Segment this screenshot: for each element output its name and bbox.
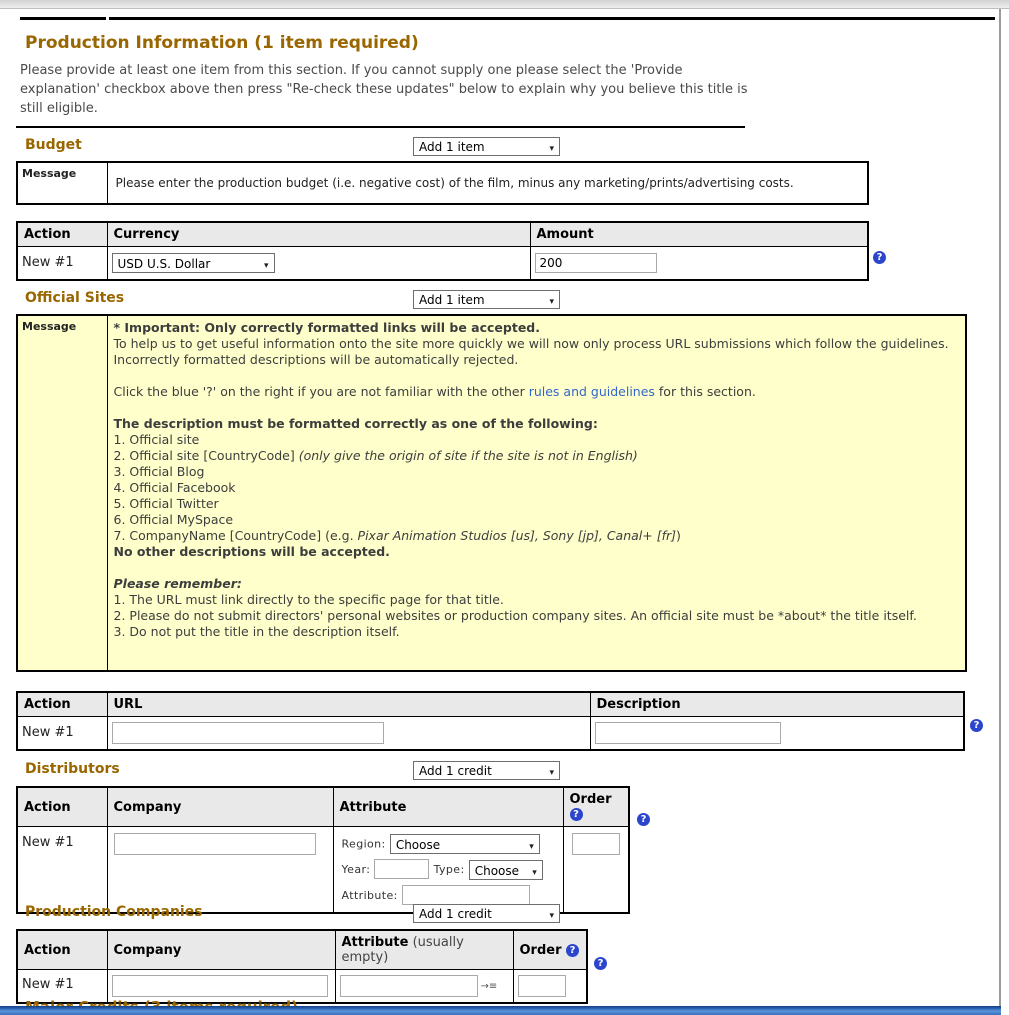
chevron-down-icon: ▾ xyxy=(532,867,537,878)
url-input[interactable] xyxy=(112,722,384,744)
pc-attribute-input[interactable] xyxy=(340,975,478,997)
currency-select[interactable] xyxy=(112,253,275,273)
note-click-line: Click the blue '?' on the right if you are not familiar with the other rules and guidelines for this section. xyxy=(113,384,756,399)
distributor-order-input[interactable] xyxy=(572,833,620,855)
format-item: 4. Official Facebook xyxy=(113,480,236,495)
year-input[interactable] xyxy=(374,859,429,879)
format-item: 7. CompanyName [CountryCode] (e.g. Pixar Animation Studios [us], Sony [jp], Canal+ [fr]) xyxy=(113,528,681,543)
page-title: Production Information (1 item required) xyxy=(25,33,419,53)
production-companies-table xyxy=(16,929,588,1004)
chevron-down-icon: ▾ xyxy=(549,144,554,154)
column-header-description: Description xyxy=(590,692,964,717)
format-item: 3. Official Blog xyxy=(113,464,205,479)
chevron-down-icon: ▾ xyxy=(549,768,554,778)
remember-item: 1. The URL must link directly to the specific page for that title. xyxy=(113,592,504,607)
format-item: 6. Official MySpace xyxy=(113,512,234,527)
column-header-currency: Currency xyxy=(107,222,530,247)
official-sites-note xyxy=(107,315,966,671)
help-icon-distributors[interactable]: ? xyxy=(637,813,650,826)
intro-text: Please provide at least one item from this section. If you cannot supply one please select the 'Provide explanation' checkbox above then press "Re-check these updates" below to explain why you believe this title is still eligible. xyxy=(20,63,748,116)
column-header-action: Action xyxy=(17,787,107,827)
rules-guidelines-link[interactable]: rules and guidelines xyxy=(528,384,655,399)
production-companies-add-credit-select[interactable] xyxy=(413,904,560,923)
row-action-label: New #1 xyxy=(17,970,107,1003)
format-item: 2. Official site [CountryCode] (only give the origin of site if the site is not in English) xyxy=(113,448,638,463)
distributor-attribute-input[interactable] xyxy=(402,885,530,905)
type-select[interactable]: Choose ▾ xyxy=(469,860,543,880)
attribute-list-picker-icon[interactable]: →≡ xyxy=(480,980,498,992)
note-important: * Important: Only correctly formatted links will be accepted. xyxy=(113,320,540,335)
distributor-company-input[interactable] xyxy=(114,833,316,855)
window-right-border xyxy=(999,9,1001,1006)
help-icon-order-header[interactable]: ? xyxy=(570,808,583,821)
region-select[interactable]: Choose ▾ xyxy=(390,834,540,854)
official-sites-url-table xyxy=(16,691,965,751)
help-icon-official-sites[interactable]: ? xyxy=(970,719,983,732)
column-header-amount: Amount xyxy=(530,222,868,247)
note-remember-heading: Please remember: xyxy=(113,576,242,591)
currency-value: USD U.S. Dollar xyxy=(117,256,211,271)
note-no-other: No other descriptions will be accepted. xyxy=(113,544,390,559)
chevron-down-icon: ▾ xyxy=(549,297,554,307)
chevron-down-icon: ▾ xyxy=(549,911,554,921)
remember-item: 2. Please do not submit directors' personal websites or production company sites. An official site must be *about* the title itself. xyxy=(113,608,917,623)
column-header-order: Order ? xyxy=(563,787,629,827)
type-label: Type: xyxy=(433,863,465,876)
distributors-section-heading: Distributors xyxy=(25,761,120,777)
message-label: Message xyxy=(17,162,107,204)
column-header-action: Action xyxy=(17,222,107,247)
column-header-action: Action xyxy=(17,692,107,717)
production-companies-section-heading: Production Companies xyxy=(25,904,203,920)
budget-message-table xyxy=(16,161,869,205)
row-action-label: New #1 xyxy=(17,827,107,913)
distributors-table xyxy=(16,786,630,914)
column-header-attribute: Attribute xyxy=(333,787,563,827)
attribute-label: Attribute: xyxy=(341,888,398,902)
description-input[interactable] xyxy=(595,722,781,744)
distributors-add-credit-value: Add 1 credit xyxy=(419,764,492,778)
note-format-heading: The description must be formatted correctly as one of the following: xyxy=(113,416,598,431)
pc-order-input[interactable] xyxy=(518,975,566,997)
format-item: 1. Official site xyxy=(113,432,200,447)
column-header-company: Company xyxy=(107,930,335,970)
distributors-add-credit-select[interactable] xyxy=(413,761,560,780)
official-sites-add-item-value: Add 1 item xyxy=(419,293,485,307)
year-label: Year: xyxy=(341,863,371,876)
remember-item: 3. Do not put the title in the description itself. xyxy=(113,624,400,639)
pc-company-input[interactable] xyxy=(112,975,328,997)
column-header-order: Order ? xyxy=(513,930,587,970)
previous-table-border xyxy=(109,17,995,20)
region-label: Region: xyxy=(341,837,386,851)
chevron-down-icon: ▾ xyxy=(529,842,534,852)
budget-table xyxy=(16,221,869,281)
column-header-attribute: Attribute (usually empty) xyxy=(335,930,513,970)
section-divider xyxy=(16,126,745,128)
official-sites-add-item-select[interactable] xyxy=(413,290,560,309)
chevron-down-icon: ▾ xyxy=(263,260,269,271)
help-icon-production-companies[interactable]: ? xyxy=(594,957,607,970)
bottom-scrollbar-bar xyxy=(0,1006,1001,1015)
row-action-label: New #1 xyxy=(17,717,107,750)
budget-add-item-value: Add 1 item xyxy=(419,140,485,154)
official-sites-section-heading: Official Sites xyxy=(25,290,125,306)
message-label: Message xyxy=(17,315,107,671)
budget-add-item-select[interactable] xyxy=(413,137,560,156)
help-icon-budget[interactable]: ? xyxy=(873,251,886,264)
column-header-action: Action xyxy=(17,930,107,970)
note-intro: To help us to get useful information onto the site more quickly we will now only process URL submissions which follow the guidelines. Incorrectly formatted descriptions will be automatically rejected. xyxy=(113,336,949,367)
budget-message-text: Please enter the production budget (i.e. negative cost) of the film, minus any marketing/prints/advertising costs. xyxy=(107,162,868,204)
column-header-url: URL xyxy=(107,692,590,717)
column-header-company: Company xyxy=(107,787,333,827)
previous-table-border xyxy=(20,17,106,20)
window-top-bar xyxy=(0,0,1009,9)
production-companies-add-credit-value: Add 1 credit xyxy=(419,907,492,921)
row-action-label: New #1 xyxy=(17,247,107,280)
attribute-note: (usually empty) xyxy=(341,935,464,965)
amount-input[interactable] xyxy=(535,253,657,273)
official-sites-message-table xyxy=(16,314,967,672)
help-icon-pc-order-header[interactable]: ? xyxy=(566,944,579,957)
budget-section-heading: Budget xyxy=(25,137,82,153)
format-item: 5. Official Twitter xyxy=(113,496,219,511)
